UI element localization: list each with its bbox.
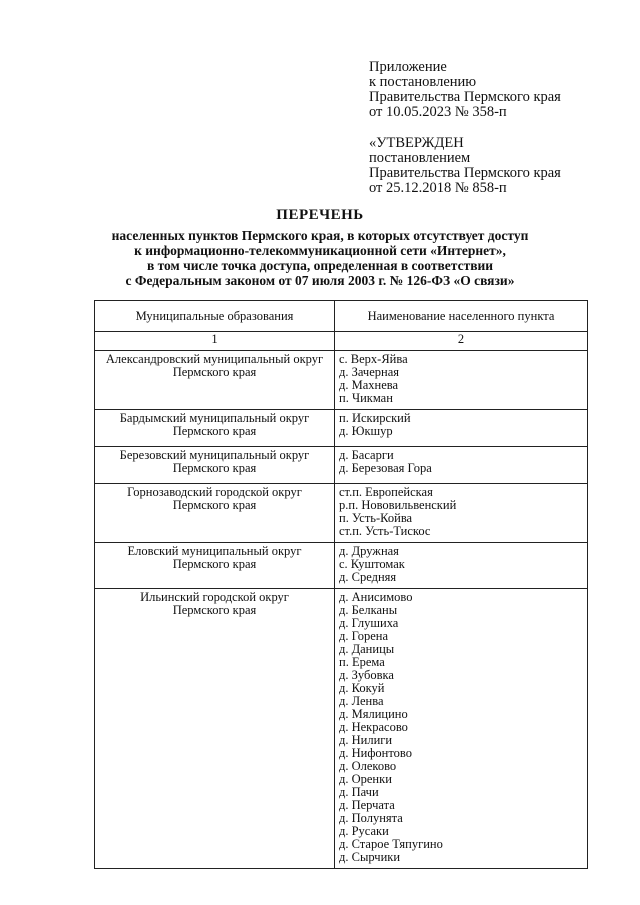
column-header-municipality: Муниципальные образования: [95, 301, 335, 332]
settlements-cell: [335, 410, 588, 447]
municipality-cell: [95, 447, 335, 484]
municipality-name-line: Пермского края: [172, 603, 257, 617]
approval-block: [369, 136, 629, 196]
municipality-cell: [95, 351, 335, 410]
table-header-row: [95, 301, 588, 332]
settlement-name: д. Басарги: [339, 448, 394, 462]
settlement-name: д. Полунята: [339, 811, 403, 825]
table-row: [95, 351, 588, 410]
settlement-name: с. Верх-Яйва: [339, 352, 408, 366]
settlement-name: д. Зубовка: [339, 668, 394, 682]
municipality-cell: [95, 543, 335, 589]
municipality-name-line: Пермского края: [172, 365, 257, 379]
settlement-name: д. Березовая Гора: [339, 461, 432, 475]
subtitle-line: в том числе точка доступа, определенная в соответствии: [146, 258, 494, 273]
approval-line: «УТВЕРЖДЕН: [369, 135, 464, 151]
settlement-name: д. Анисимово: [339, 590, 413, 604]
subtitle-line: населенных пунктов Пермского края, в которых отсутствует доступ: [111, 228, 529, 243]
settlement-name: д. Ленва: [339, 694, 384, 708]
settlement-name: д. Русаки: [339, 824, 389, 838]
municipality-name-line: Пермского края: [172, 557, 257, 571]
settlement-name: д. Кокуй: [339, 681, 385, 695]
municipality-cell: [95, 410, 335, 447]
settlements-cell: [335, 351, 588, 410]
settlement-name: д. Белканы: [339, 603, 398, 617]
settlement-name: д. Олеково: [339, 759, 397, 773]
settlements-table: [94, 300, 588, 869]
document-title: ПЕРЕЧЕНЬ: [276, 207, 364, 223]
settlements-cell: [335, 447, 588, 484]
table-row: [95, 484, 588, 543]
approval-line: постановлением: [369, 150, 471, 166]
municipality-name-line: Пермского края: [172, 461, 257, 475]
appendix-line: к постановлению: [369, 74, 477, 90]
table-row: [95, 543, 588, 589]
settlement-name: д. Мялицино: [339, 707, 408, 721]
municipality-name-line: Еловский муниципальный округ: [127, 544, 302, 558]
municipality-cell: [95, 589, 335, 869]
subtitle-line: к информационно-телекоммуникационной сети «Интернет»,: [134, 243, 506, 258]
settlement-name: ст.п. Усть-Тискос: [339, 524, 431, 538]
settlement-name: д. Перчата: [339, 798, 395, 812]
settlement-name: д. Оренки: [339, 772, 392, 786]
settlement-name: д. Горена: [339, 629, 389, 643]
municipality-name-line: Пермского края: [172, 424, 257, 438]
approval-line: Правительства Пермского края: [369, 165, 561, 181]
approval-line: от 25.12.2018 № 858-п: [369, 180, 507, 196]
table-row: [95, 447, 588, 484]
settlement-name: ст.п. Европейская: [339, 485, 433, 499]
appendix-line: от 10.05.2023 № 358-п: [369, 104, 507, 120]
settlement-name: п. Чикман: [339, 391, 393, 405]
settlement-name: д. Глушиха: [339, 616, 399, 630]
settlement-name: р.п. Нововильвенский: [339, 498, 457, 512]
settlements-cell: [335, 543, 588, 589]
appendix-line: Правительства Пермского края: [369, 89, 561, 105]
document-subtitle: [60, 228, 580, 288]
settlement-name: д. Махнева: [339, 378, 399, 392]
appendix-line: Приложение: [369, 59, 447, 75]
settlement-name: д. Дружная: [339, 544, 399, 558]
appendix-block: [369, 60, 629, 120]
municipality-name-line: Ильинский городской округ: [140, 590, 289, 604]
municipality-name-line: Александровский муниципальный округ: [105, 352, 324, 366]
column-number-row: [95, 332, 588, 351]
table-body: [95, 351, 588, 869]
settlement-name: д. Нифонтово: [339, 746, 412, 760]
municipality-name-line: Березовский муниципальный округ: [119, 448, 310, 462]
settlement-name: п. Ерема: [339, 655, 385, 669]
municipality-name-line: Горнозаводский городской округ: [127, 485, 302, 499]
municipality-name-line: Пермского края: [172, 498, 257, 512]
settlement-name: д. Средняя: [339, 570, 397, 584]
settlement-name: п. Искирский: [339, 411, 411, 425]
settlement-name: д. Старое Тяпугино: [339, 837, 443, 851]
settlement-name: д. Некрасово: [339, 720, 408, 734]
settlements-cell: [335, 484, 588, 543]
table-row: [95, 589, 588, 869]
column-number: 2: [335, 332, 588, 351]
municipality-cell: [95, 484, 335, 543]
settlement-name: д. Юкшур: [339, 424, 393, 438]
settlement-name: д. Даницы: [339, 642, 395, 656]
column-number: 1: [95, 332, 335, 351]
table-row: [95, 410, 588, 447]
settlement-name: д. Сырчики: [339, 850, 401, 864]
settlement-name: д. Нилиги: [339, 733, 393, 747]
settlement-name: п. Усть-Койва: [339, 511, 413, 525]
settlement-name: д. Пачи: [339, 785, 379, 799]
settlements-cell: [335, 589, 588, 869]
settlement-name: д. Зачерная: [339, 365, 399, 379]
municipality-name-line: Бардымский муниципальный округ: [119, 411, 310, 425]
settlement-name: с. Куштомак: [339, 557, 405, 571]
subtitle-line: с Федеральным законом от 07 июля 2003 г. № 126-ФЗ «О связи»: [125, 273, 515, 288]
column-header-settlement: Наименование населенного пункта: [335, 301, 588, 332]
